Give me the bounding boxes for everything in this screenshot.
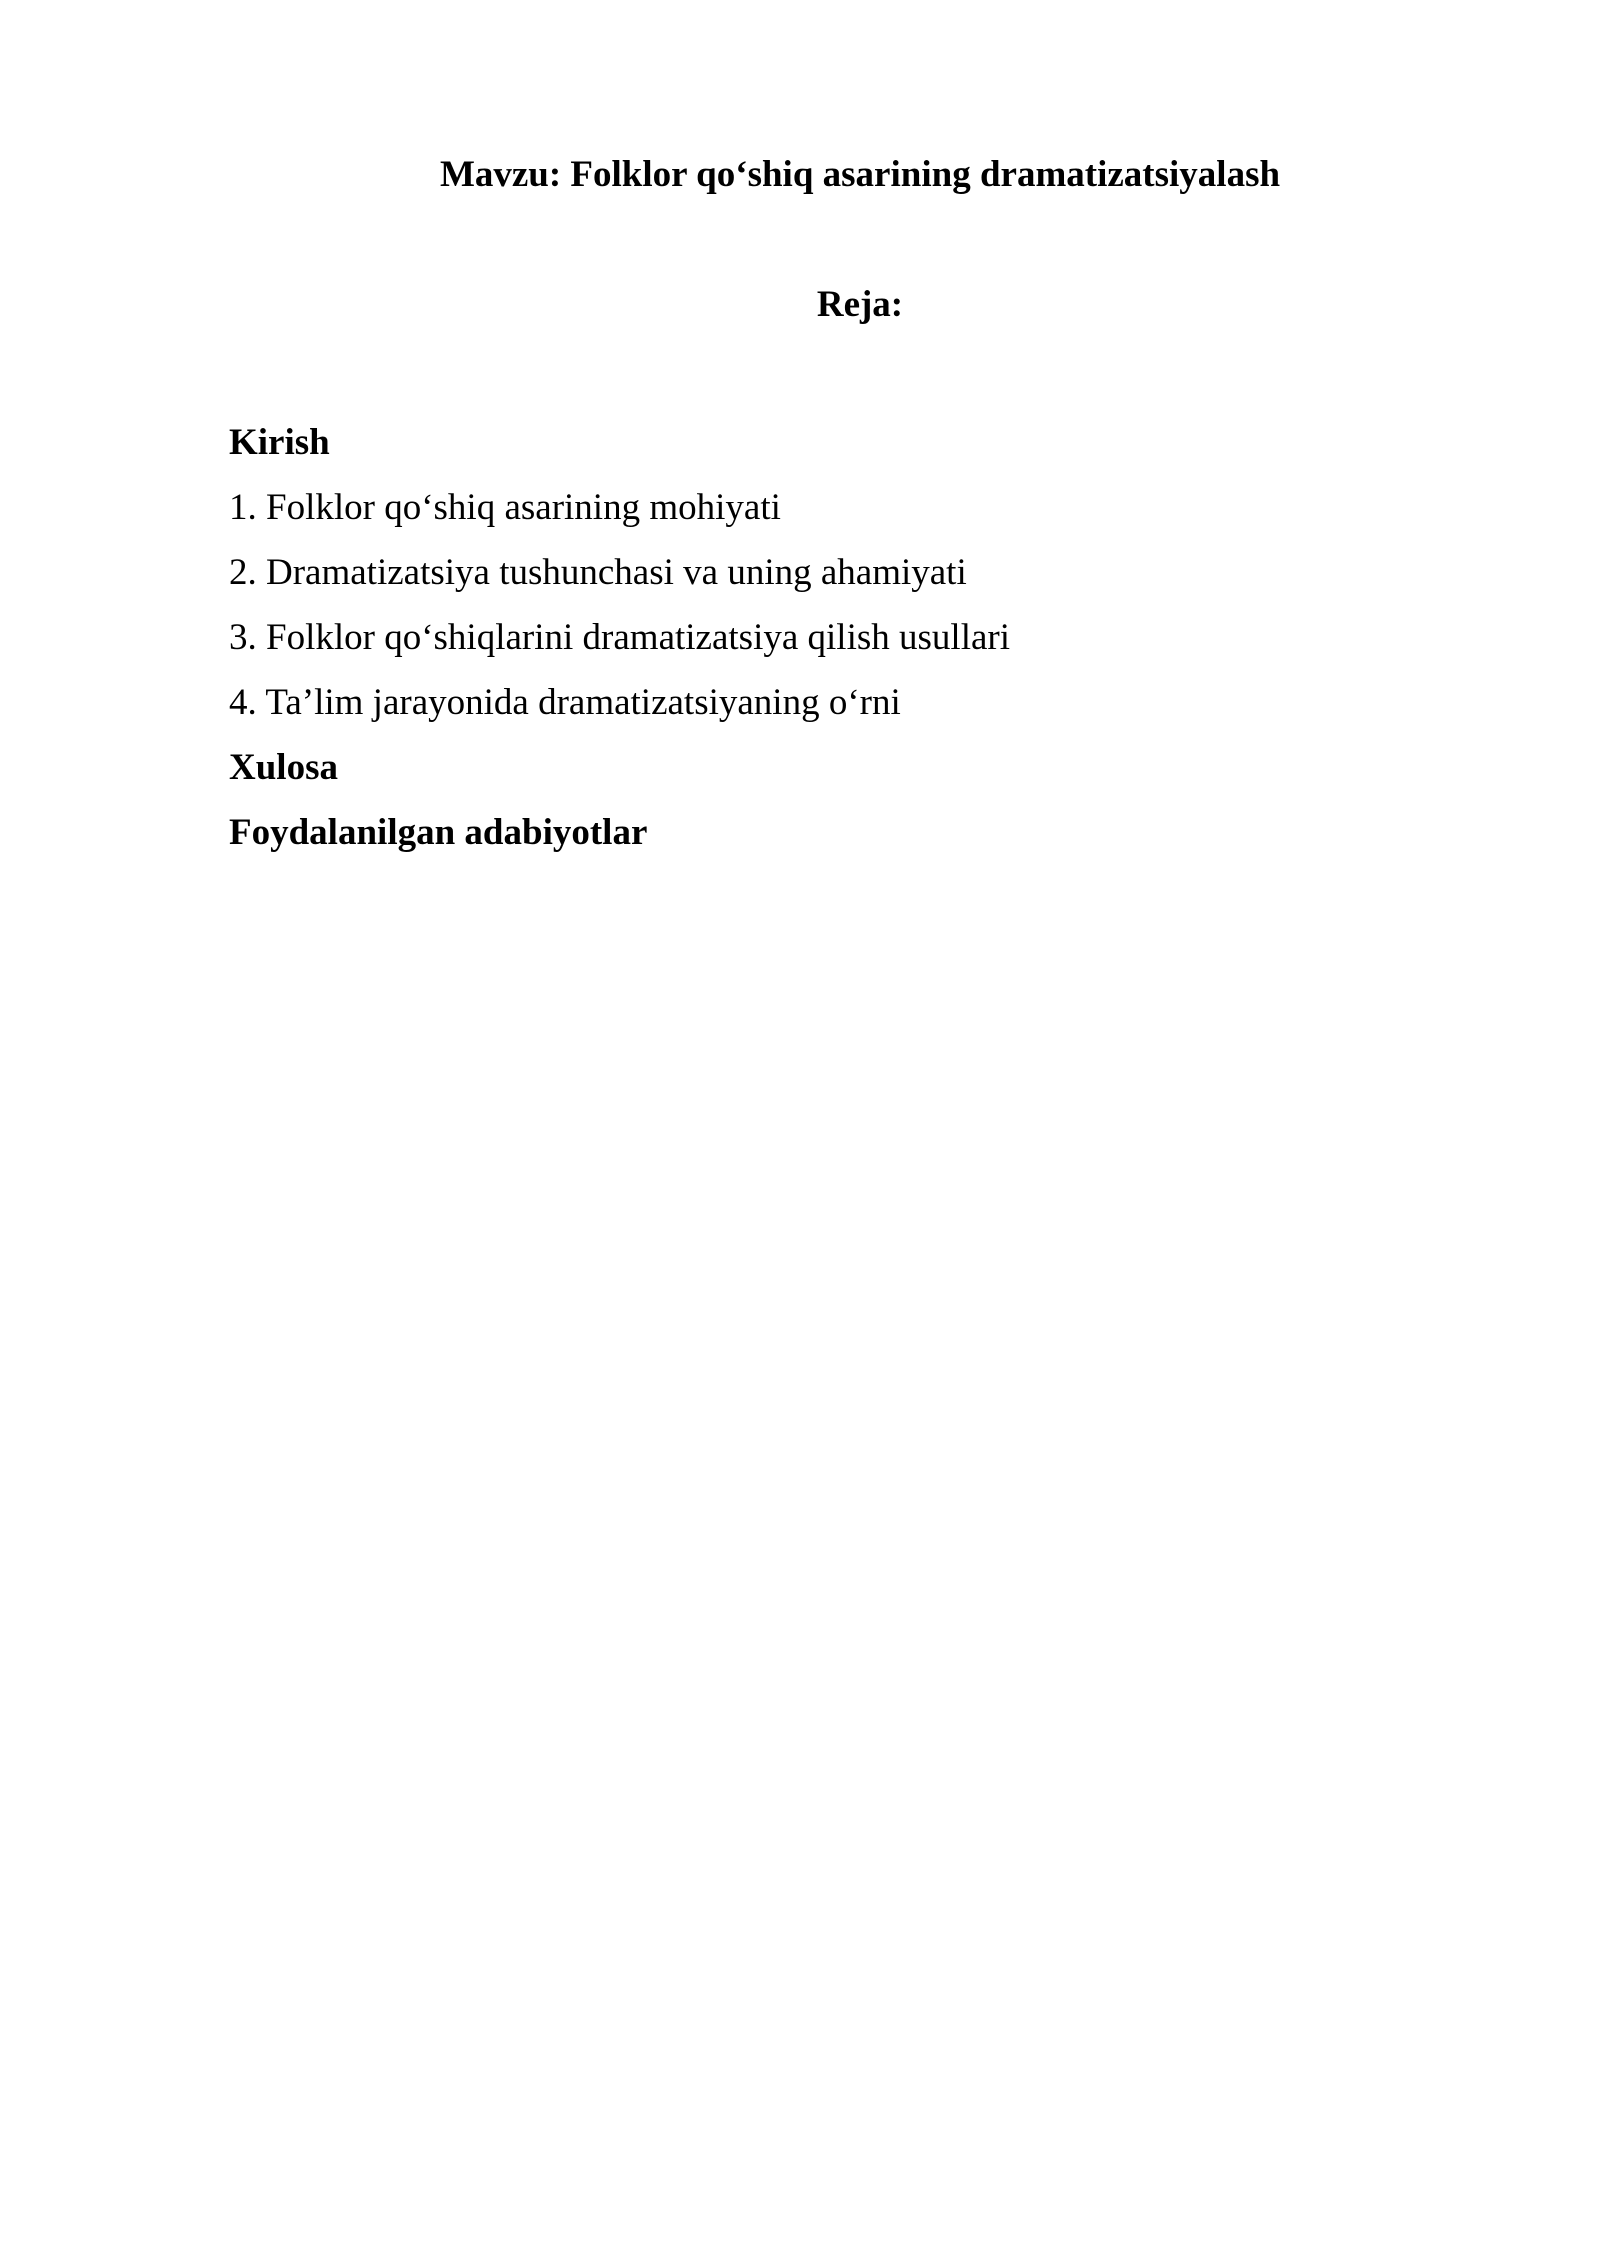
document-title: Mavzu: Folklor qo‘shiq asarining dramatizatsiyalash bbox=[439, 154, 1281, 195]
plan-item-1: 1. Folklor qo‘shiq asarining mohiyati bbox=[229, 487, 781, 528]
plan-item-2: 2. Dramatizatsiya tushunchasi va uning ahamiyati bbox=[229, 552, 967, 593]
plan-item-3: 3. Folklor qo‘shiqlarini dramatizatsiya qilish usullari bbox=[229, 617, 1010, 658]
plan-intro: Kirish bbox=[229, 422, 330, 463]
plan-heading: Reja: bbox=[816, 284, 904, 325]
plan-conclusion: Xulosa bbox=[229, 747, 338, 788]
plan-list bbox=[229, 410, 1010, 865]
plan-references: Foydalanilgan adabiyotlar bbox=[229, 812, 648, 853]
plan-item-4: 4. Ta’lim jarayonida dramatizatsiyaning o‘rni bbox=[229, 682, 901, 723]
